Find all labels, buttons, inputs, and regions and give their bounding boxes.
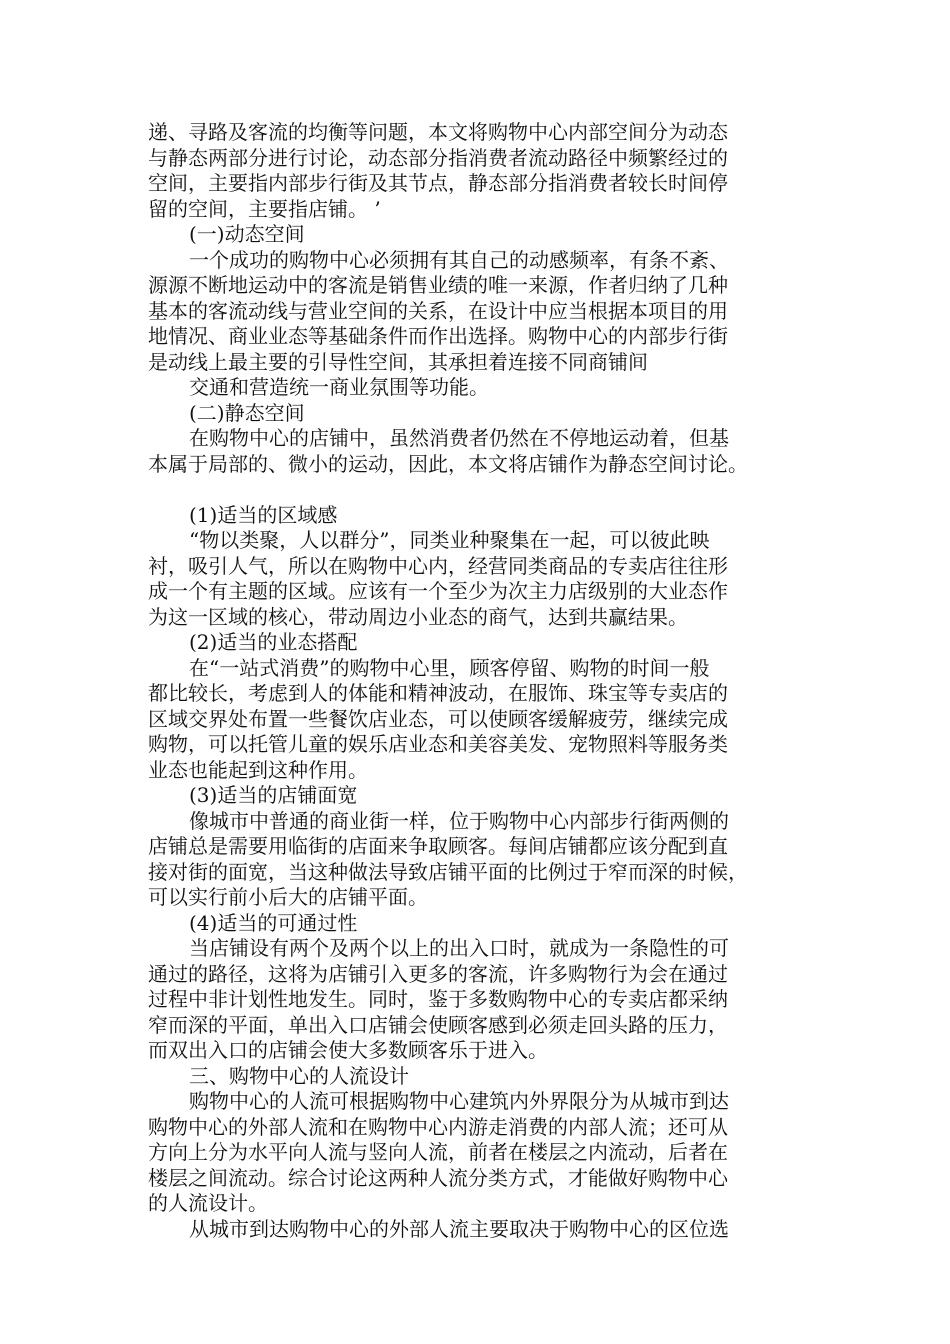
text-line: 交通和营造统一商业氛围等功能。 <box>189 375 489 399</box>
text-line: 源源不断地运动中的客流是销售业绩的唯一来源，作者归纳了几种 <box>148 273 728 297</box>
text-line: 成一个有主题的区域。应该有一个至少为次主力店级别的大业态作 <box>148 579 728 603</box>
text-line: 本属于局部的、微小的运动，因此，本文将店铺作为静态空间讨论。 <box>148 451 748 476</box>
text-line: “物以类聚，人以群分”，同类业种聚集在一起，可以彼此映 <box>189 528 710 552</box>
text-line: 通过的路径，这将为店铺引入更多的客流，许多购物行为会在通过 <box>148 961 728 986</box>
text-line: 留的空间，主要指店铺。 ’ <box>148 196 381 221</box>
text-line: 店铺总是需要用临街的店面来争取顾客。每间店铺都应该分配到直 <box>148 834 728 858</box>
text-line: 区域交界处布置一些餐饮店业态，可以使顾客缓解疲劳，继续完成 <box>148 706 728 731</box>
text-line: 而双出入口的店铺会使大多数顾客乐于进入。 <box>148 1038 548 1062</box>
text-line: 从城市到达购物中心的外部人流主要取决于购物中心的区位选 <box>189 1216 729 1241</box>
text-line: 楼层之间流动。综合讨论这两种人流分类方式，才能做好购物中心 <box>148 1165 728 1190</box>
text-line: 可以实行前小后大的店铺平面。 <box>148 885 428 909</box>
text-line: (2)适当的业态搭配 <box>189 630 358 654</box>
text-line: 衬，吸引人气，所以在购物中心内，经营同类商品的专卖店往往形 <box>148 553 728 578</box>
text-line: 方向上分为水平向人流与竖向人流，前者在楼层之内流动，后者在 <box>148 1140 728 1164</box>
text-line: 与静态两部分进行讨论，动态部分指消费者流动路径中频繁经过的 <box>148 145 728 170</box>
text-line: 当店铺设有两个及两个以上的出入口时，就成为一条隐性的可 <box>189 936 729 960</box>
text-line: 购物中心的外部人流和在购物中心内游走消费的内部人流；还可从 <box>148 1114 728 1139</box>
text-line: 窄而深的平面，单出入口店铺会使顾客感到必须走回头路的压力， <box>148 1012 728 1037</box>
text-line: 地情况、商业业态等基础条件而作出选择。购物中心的内部步行街 <box>148 324 728 348</box>
text-line: 一个成功的购物中心必须拥有其自己的动感频率，有条不紊、 <box>189 247 729 272</box>
text-line: (一)动态空间 <box>189 222 305 246</box>
text-line: 递、寻路及客流的均衡等问题，本文将购物中心内部空间分为动态 <box>148 120 728 144</box>
text-line: 空间，主要指内部步行街及其节点，静态部分指消费者较长时间停 <box>148 171 728 195</box>
text-line: (3)适当的店铺面宽 <box>189 783 358 807</box>
text-line: 过程中非计划性地发生。同时，鉴于多数购物中心的专卖店都采纳 <box>148 987 728 1011</box>
text-line: 在“一站式消费”的购物中心里，顾客停留、购物的时间一般 <box>189 655 710 680</box>
text-line: 是动线上最主要的引导性空间，其承担着连接不同商铺间 <box>148 349 648 374</box>
text-line: (二)静态空间 <box>189 400 305 425</box>
text-line: 的人流设计。 <box>148 1191 268 1215</box>
text-line: (1)适当的区域感 <box>189 502 338 527</box>
text-line: 像城市中普通的商业街一样，位于购物中心内部步行街两侧的 <box>189 808 729 833</box>
text-line: (4)适当的可通过性 <box>189 910 358 935</box>
document-body <box>148 120 808 1242</box>
text-line: 购物中心的人流可根据购物中心建筑内外界限分为从城市到达 <box>189 1089 729 1113</box>
text-line: 基本的客流动线与营业空间的关系，在设计中应当根据本项目的用 <box>148 298 728 323</box>
blank-line <box>148 477 808 503</box>
text-line: 为这一区域的核心，带动周边小业态的商气，达到共赢结果。 <box>148 604 688 629</box>
text-line: 业态也能起到这种作用。 <box>148 757 368 782</box>
text-line: 都比较长，考虑到人的体能和精神波动，在服饰、珠宝等专卖店的 <box>148 681 728 705</box>
text-line: 在购物中心的店铺中，虽然消费者仍然在不停地运动着，但基 <box>189 426 729 450</box>
text-line: 三、购物中心的人流设计 <box>189 1063 409 1088</box>
text-line: 接对街的面宽，当这种做法导致店铺平面的比例过于窄而深的时候， <box>148 859 748 884</box>
text-line: 购物，可以托管儿童的娱乐店业态和美容美发、宠物照料等服务类 <box>148 732 728 756</box>
